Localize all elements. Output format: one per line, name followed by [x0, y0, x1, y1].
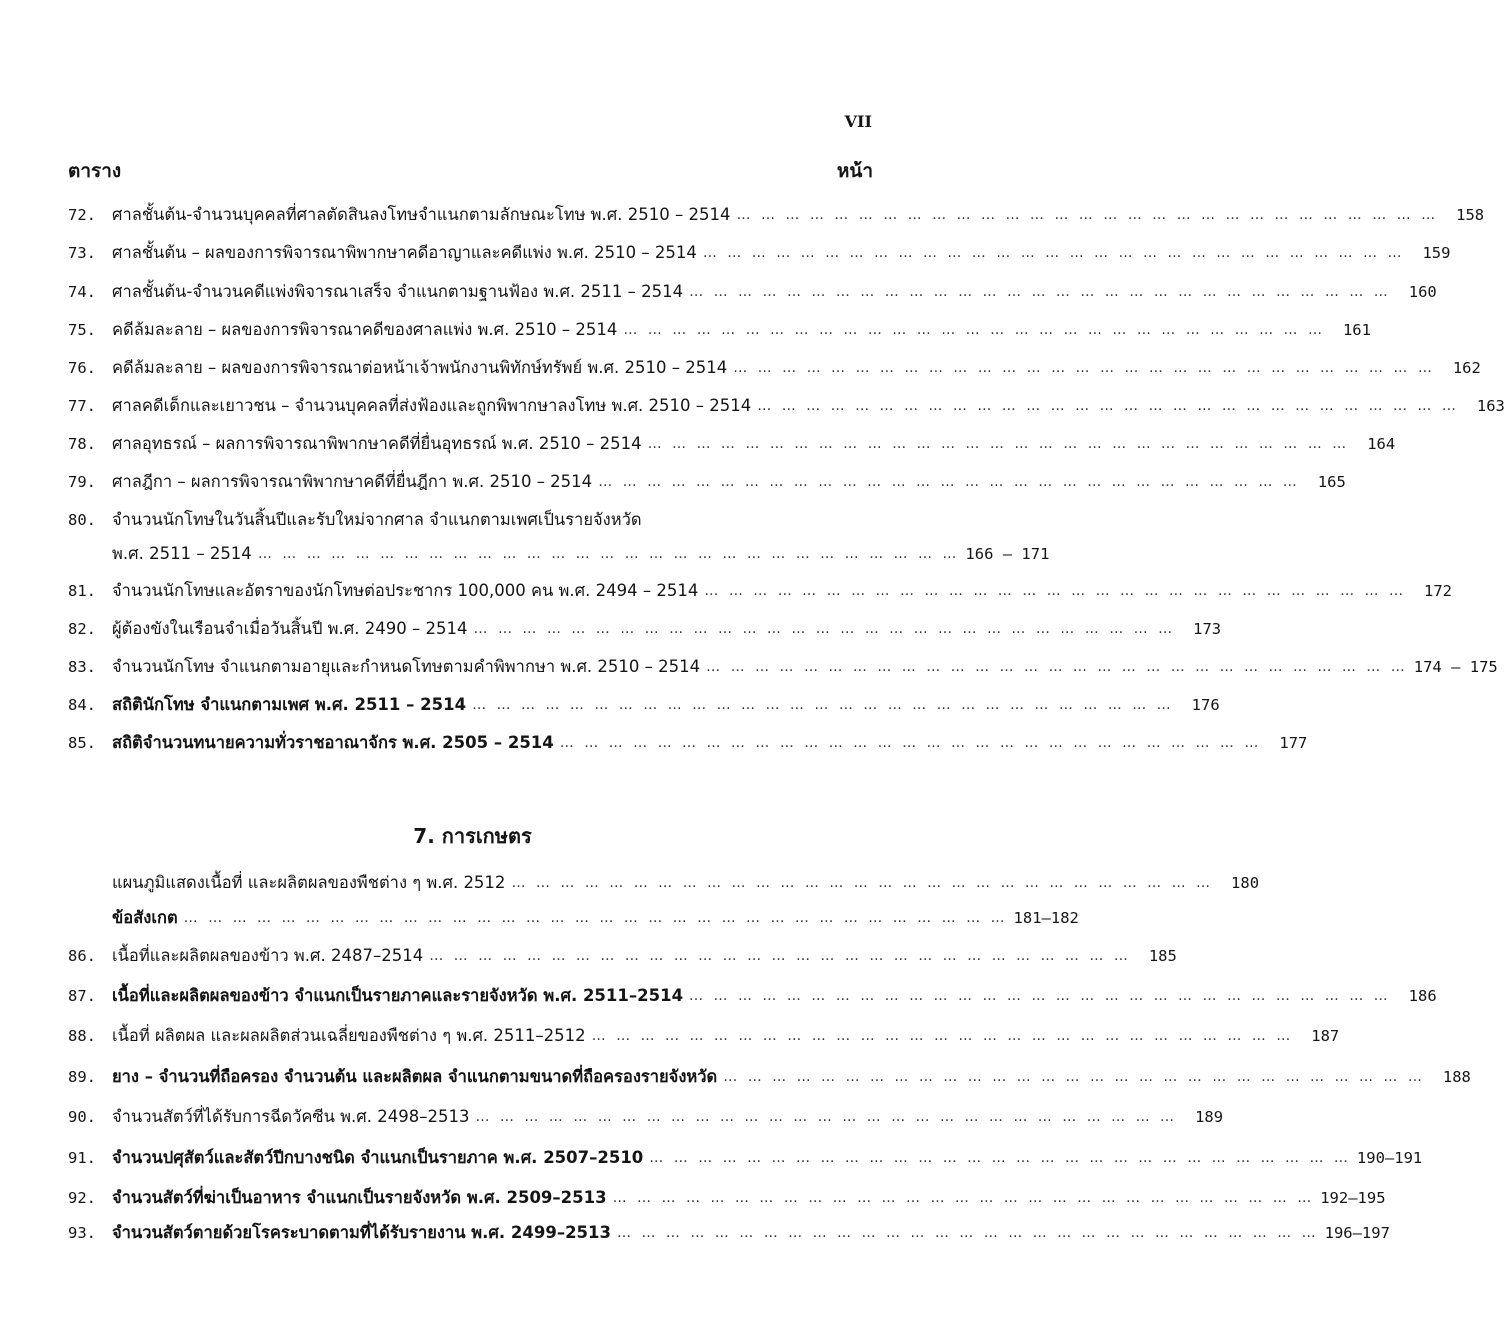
toc-entry	[68, 1143, 1423, 1173]
entry-number: 93.	[68, 1224, 96, 1242]
entry-title: จำนวนนักโทษและอัตราของนักโทษต่อประชากร 100,000 คน พ.ศ. 2494 – 2514	[112, 581, 699, 600]
toc-entry	[68, 467, 1346, 497]
entry-page: 177	[1279, 734, 1308, 752]
section-heading: 7. การเกษตร	[413, 824, 532, 848]
entry-page: 162	[1452, 359, 1481, 377]
entry-title: สถิตินักโทษ จำแนกตามเพศ พ.ศ. 2511 – 2514	[112, 695, 467, 714]
toc-entry	[68, 391, 1505, 421]
entry-number: 76.	[68, 359, 96, 377]
leader-dots: … … … … … … … … … … … … … … … … … … … … … … … … … … … … …	[689, 988, 1391, 1004]
entry-number: 88.	[68, 1027, 96, 1045]
entry-number: 84.	[68, 696, 96, 714]
toc-entry	[68, 277, 1437, 307]
toc-entry	[68, 614, 1222, 644]
entry-page: 185	[1148, 947, 1177, 965]
entry-title: คดีล้มละลาย – ผลของการพิจารณาคดีของศาลแพ่ง พ.ศ. 2510 – 2514	[112, 320, 618, 339]
toc-entry	[68, 868, 1260, 898]
entry-number: 90.	[68, 1108, 96, 1126]
entry-number: 78.	[68, 435, 96, 453]
entry-page: 192–195	[1320, 1189, 1386, 1207]
entry-title: แผนภูมิแสดงเนื้อที่ และผลิตผลของพืชต่าง ๆ พ.ศ. 2512	[112, 873, 506, 892]
entry-title: ศาลคดีเด็กและเยาวชน – จำนวนบุคคลที่ส่งฟ้องและถูกพิพากษาลงโทษ พ.ศ. 2510 – 2514	[112, 396, 752, 415]
leader-dots: … … … … … … … … … … … … … … … … … … … … … … … … … … … … …	[649, 1150, 1351, 1166]
entry-page: 163	[1476, 397, 1505, 415]
entry-page: 161	[1342, 321, 1371, 339]
entry-number: 91.	[68, 1149, 96, 1167]
entry-title: จำนวนปศุสัตว์และสัตว์ปีกบางชนิด จำแนกเป็นรายภาค พ.ศ. 2507–2510	[112, 1148, 644, 1167]
leader-dots: … … … … … … … … … … … … … … … … … … … … … … … … … … … … …	[591, 1028, 1294, 1044]
entry-title: ศาลอุทธรณ์ – ผลการพิจารณาพิพากษาคดีที่ยื่นอุทธรณ์ พ.ศ. 2510 – 2514	[112, 434, 642, 453]
entry-number: 83.	[68, 658, 96, 676]
entry-page: 181–182	[1013, 909, 1079, 927]
leader-dots: … … … … … … … … … … … … … … … … … … … … … … … … … … … … …	[706, 659, 1408, 675]
leader-dots: … … … … … … … … … … … … … … … … … … … … … … … … … … … … …	[617, 1225, 1319, 1241]
entry-title: จำนวนนักโทษในวันสิ้นปีและรับใหม่จากศาล จำแนกตามเพศเป็นรายจังหวัด	[112, 510, 642, 529]
entry-title: ศาลชั้นต้น-จำนวนบุคคลที่ศาลตัดสินลงโทษจำแนกตามลักษณะโทษ พ.ศ. 2510 – 2514	[112, 205, 731, 224]
entry-title: พ.ศ. 2511 – 2514	[112, 544, 252, 563]
toc-entry	[68, 315, 1371, 345]
entry-page: 180	[1231, 874, 1260, 892]
leader-dots: … … … … … … … … … … … … … … … … … … … … … … … … … … … … …	[612, 1190, 1315, 1206]
toc-entry	[68, 728, 1308, 758]
entry-page: 173	[1193, 620, 1222, 638]
toc-entry	[68, 1183, 1386, 1213]
leader-dots: … … … … … … … … … … … … … … … … … … … … … … … … … … … … …	[736, 207, 1439, 223]
leader-dots: … … … … … … … … … … … … … … … … … … … … … … … … … … … … …	[559, 735, 1262, 751]
entry-title: ข้อสังเกต	[112, 908, 178, 927]
toc-entry	[68, 903, 1079, 933]
page-number: VII	[844, 112, 872, 131]
entry-number: 87.	[68, 987, 96, 1005]
entry-page: 186	[1408, 987, 1437, 1005]
entry-title: จำนวนสัตว์ที่ฆ่าเป็นอาหาร จำแนกเป็นรายจังหวัด พ.ศ. 2509–2513	[112, 1188, 607, 1207]
leader-dots: … … … … … … … … … … … … … … … … … … … … … … … … … … … … …	[623, 322, 1325, 338]
entry-page: 174 – 175	[1413, 658, 1498, 676]
entry-page: 164	[1367, 435, 1396, 453]
entry-page: 160	[1408, 283, 1437, 301]
leader-dots: … … … … … … … … … … … … … … … … … … … … … … … … … … … … …	[511, 875, 1214, 891]
entry-number: 75.	[68, 321, 96, 339]
leader-dots: … … … … … … … … … … … … … … … … … … … … … … … … … … … … …	[257, 546, 960, 562]
entry-number: 85.	[68, 734, 96, 752]
entry-number: 82.	[68, 620, 96, 638]
leader-dots: … … … … … … … … … … … … … … … … … … … … … … … … … … … … …	[757, 398, 1459, 414]
leader-dots: … … … … … … … … … … … … … … … … … … … … … … … … … … … … …	[689, 284, 1391, 300]
entry-title: จำนวนนักโทษ จำแนกตามอายุและกำหนดโทษตามคำพิพากษา พ.ศ. 2510 – 2514	[112, 657, 701, 676]
leader-dots: … … … … … … … … … … … … … … … … … … … … … … … … … … … … …	[429, 948, 1131, 964]
entry-title: ยาง – จำนวนที่ถือครอง จำนวนต้น และผลิตผล จำแนกตามขนาดที่ถือครองรายจังหวัด	[112, 1067, 718, 1086]
toc-entry	[68, 238, 1451, 268]
entry-title: ศาลฎีกา – ผลการพิจารณาพิพากษาคดีที่ยื่นฎีกา พ.ศ. 2510 – 2514	[112, 472, 593, 491]
toc-entry	[68, 941, 1177, 971]
toc-entry	[68, 1062, 1471, 1092]
entry-page: 190–191	[1356, 1149, 1423, 1167]
entry-title: สถิติจำนวนทนายความทั่วราชอาณาจักร พ.ศ. 2505 – 2514	[112, 733, 554, 752]
leader-dots: … … … … … … … … … … … … … … … … … … … … … … … … … … … … …	[475, 1109, 1178, 1125]
leader-dots: … … … … … … … … … … … … … … … … … … … … … … … … … … … … …	[472, 697, 1174, 713]
entry-number: 77.	[68, 397, 96, 415]
entry-number: 72.	[68, 206, 96, 224]
toc-entry	[68, 690, 1220, 720]
entry-title: จำนวนสัตว์ที่ได้รับการฉีดวัคซีน พ.ศ. 2498–2513	[112, 1107, 470, 1126]
entry-page: 172	[1423, 582, 1452, 600]
entry-page: 159	[1422, 244, 1451, 262]
column-header-page: หน้า	[836, 160, 873, 182]
entry-number: 80.	[68, 511, 96, 529]
entry-title: ศาลชั้นต้น – ผลของการพิจารณาพิพากษาคดีอาญาและคดีแพ่ง พ.ศ. 2510 – 2514	[112, 243, 697, 262]
toc-entry	[68, 1021, 1340, 1051]
entry-page: 196–197	[1324, 1224, 1390, 1242]
entry-number: 86.	[68, 947, 96, 965]
entry-title: ผู้ต้องขังในเรือนจำเมื่อวันสิ้นปี พ.ศ. 2490 – 2514	[112, 619, 468, 638]
toc-entry	[68, 353, 1481, 383]
leader-dots: … … … … … … … … … … … … … … … … … … … … … … … … … … … … …	[473, 621, 1176, 637]
entry-page: 176	[1191, 696, 1220, 714]
entry-title: เนื้อที่และผลิตผลของข้าว จำแนกเป็นรายภาคและรายจังหวัด พ.ศ. 2511–2514	[112, 986, 684, 1005]
leader-dots: … … … … … … … … … … … … … … … … … … … … … … … … … … … … …	[598, 474, 1300, 490]
leader-dots: … … … … … … … … … … … … … … … … … … … … … … … … … … … … …	[723, 1069, 1425, 1085]
entry-title: เนื้อที่และผลิตผลของข้าว พ.ศ. 2487–2514	[112, 946, 424, 965]
entry-number: 81.	[68, 582, 96, 600]
entry-page: 189	[1195, 1108, 1224, 1126]
entry-number: 73.	[68, 244, 96, 262]
entry-number: 89.	[68, 1068, 96, 1086]
toc-entry	[68, 505, 872, 535]
toc-entry	[68, 1102, 1224, 1132]
entry-page: 158	[1456, 206, 1485, 224]
entry-page: 166 – 171	[965, 545, 1050, 563]
leader-dots: … … … … … … … … … … … … … … … … … … … … … … … … … … … … …	[733, 360, 1435, 376]
entry-title: คดีล้มละลาย – ผลของการพิจารณาต่อหน้าเจ้าพนักงานพิทักษ์ทรัพย์ พ.ศ. 2510 – 2514	[112, 358, 728, 377]
leader-dots: … … … … … … … … … … … … … … … … … … … … … … … … … … … … … … … … … …	[183, 910, 1008, 926]
entry-page: 188	[1442, 1068, 1471, 1086]
entry-number: 79.	[68, 473, 96, 491]
leader-dots: … … … … … … … … … … … … … … … … … … … … … … … … … … … … …	[702, 245, 1405, 261]
entry-title: จำนวนสัตว์ตายด้วยโรคระบาดตามที่ได้รับรายงาน พ.ศ. 2499–2513	[112, 1223, 611, 1242]
entry-title: เนื้อที่ ผลิตผล และผลผลิตส่วนเฉลี่ยของพืชต่าง ๆ พ.ศ. 2511–2512	[112, 1026, 586, 1045]
entry-page: 165	[1317, 473, 1346, 491]
toc-entry	[68, 652, 1498, 682]
toc-entry-continuation	[68, 539, 1050, 569]
entry-title: ศาลชั้นต้น-จำนวนคดีแพ่งพิจารณาเสร็จ จำแนกตามฐานฟ้อง พ.ศ. 2511 – 2514	[112, 282, 684, 301]
toc-entry	[68, 981, 1437, 1011]
toc-entry	[68, 1218, 1390, 1248]
toc-entry	[68, 429, 1396, 459]
toc-entry	[68, 200, 1485, 230]
entry-number: 92.	[68, 1189, 96, 1207]
column-header-table: ตาราง	[68, 160, 122, 182]
entry-page: 187	[1311, 1027, 1340, 1045]
leader-dots: … … … … … … … … … … … … … … … … … … … … … … … … … … … … …	[704, 583, 1406, 599]
toc-entry	[68, 576, 1452, 606]
entry-number: 74.	[68, 283, 96, 301]
leader-dots: … … … … … … … … … … … … … … … … … … … … … … … … … … … … …	[647, 436, 1350, 452]
